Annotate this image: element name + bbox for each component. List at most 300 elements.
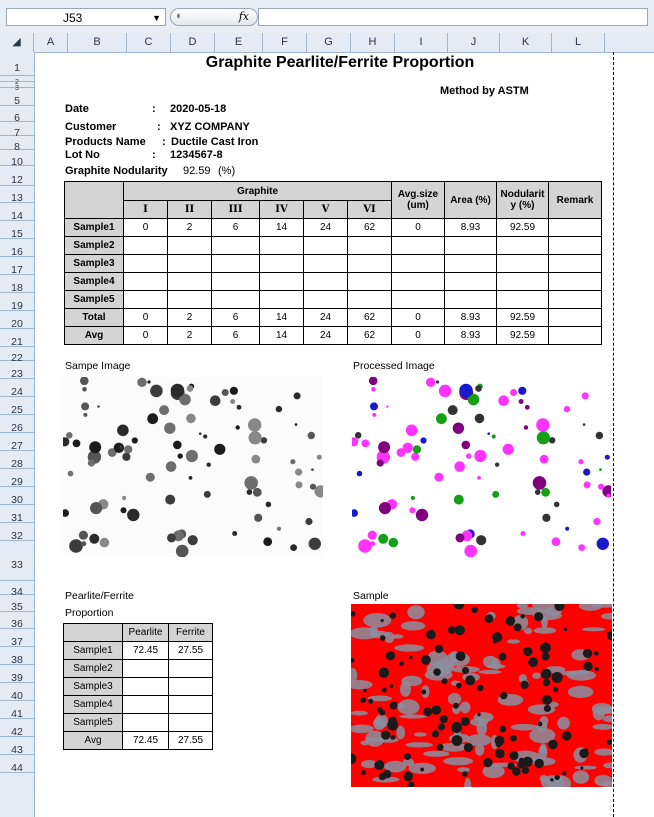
pf-row bbox=[64, 642, 213, 660]
graphite-nodule bbox=[232, 531, 237, 536]
graphite-nodule bbox=[509, 751, 518, 760]
graphite-cell[interactable]: 8.93 bbox=[445, 327, 497, 345]
graphite-nodule bbox=[607, 630, 612, 640]
graphite-nodule bbox=[378, 441, 390, 453]
graphite-cell[interactable]: 24 bbox=[304, 219, 348, 237]
graphite-cell[interactable] bbox=[348, 291, 392, 309]
graphite-nodule bbox=[383, 770, 392, 779]
graphite-nodule bbox=[178, 453, 183, 458]
insert-function-icon[interactable]: fx bbox=[238, 10, 249, 23]
graphite-nodule bbox=[357, 471, 363, 477]
graphite-nodule bbox=[462, 441, 471, 450]
nodularity-label: Graphite Nodularity bbox=[65, 165, 168, 177]
graphite-nodule bbox=[369, 377, 378, 385]
graphite-nodule bbox=[583, 469, 590, 476]
row-header-22[interactable]: 22 bbox=[0, 347, 34, 361]
graphite-nodule bbox=[159, 405, 169, 415]
remark-header: Remark bbox=[549, 182, 602, 219]
graphite-cell[interactable] bbox=[549, 327, 602, 345]
graphite-nodule bbox=[437, 744, 444, 751]
row-header-36[interactable]: 36 bbox=[0, 612, 34, 629]
pf-row-label: Sample1 bbox=[64, 642, 123, 660]
graphite-nodule bbox=[593, 518, 600, 525]
column-header-L[interactable]: L bbox=[552, 33, 605, 52]
formula-bar bbox=[0, 0, 654, 34]
graphite-nodule bbox=[580, 766, 583, 769]
graphite-nodule bbox=[381, 619, 384, 622]
graphite-cell[interactable] bbox=[304, 273, 348, 291]
graphite-nodule bbox=[492, 491, 499, 498]
graphite-cell[interactable]: 2 bbox=[168, 327, 212, 345]
graphite-cell[interactable] bbox=[497, 291, 549, 309]
graphite-nodule bbox=[564, 628, 567, 631]
pf-row-label: Sample4 bbox=[64, 696, 123, 714]
column-header-J[interactable]: J bbox=[448, 33, 500, 52]
column-header-K[interactable]: K bbox=[500, 33, 552, 52]
graphite-nodule bbox=[541, 488, 550, 497]
graphite-cell[interactable]: 62 bbox=[348, 327, 392, 345]
row-header-14[interactable]: 14 bbox=[0, 203, 34, 221]
column-header-H[interactable]: H bbox=[351, 33, 395, 52]
graphite-nodule bbox=[544, 705, 551, 712]
graphite-nodule bbox=[466, 453, 471, 458]
row-header-7[interactable]: 7 bbox=[0, 122, 34, 136]
graphite-nodule bbox=[188, 535, 198, 545]
graphite-cell[interactable]: 92.59 bbox=[497, 219, 549, 237]
column-header-G[interactable]: G bbox=[307, 33, 351, 52]
graphite-cell[interactable]: 6 bbox=[212, 327, 260, 345]
graphite-nodule bbox=[189, 476, 193, 480]
formula-buttons bbox=[170, 8, 258, 26]
graphite-nodule bbox=[420, 437, 426, 443]
pf-header: Ferrite bbox=[169, 624, 213, 642]
pearlite-region bbox=[396, 726, 405, 740]
row-header-21[interactable]: 21 bbox=[0, 329, 34, 347]
graphite-cell[interactable] bbox=[348, 255, 392, 273]
graphite-nodule bbox=[69, 539, 83, 553]
graphite-nodule bbox=[548, 740, 558, 750]
row-header-37[interactable]: 37 bbox=[0, 629, 34, 647]
pearlite-region bbox=[582, 627, 605, 631]
class-header: VI bbox=[348, 201, 392, 219]
graphite-nodule bbox=[432, 705, 442, 715]
graphite-cell[interactable] bbox=[260, 255, 304, 273]
graphite-nodule bbox=[538, 722, 543, 727]
pf-row-label: Sample2 bbox=[64, 660, 123, 678]
row-header-1[interactable]: 1 bbox=[0, 52, 34, 76]
graphite-nodule bbox=[409, 507, 415, 513]
graphite-cell[interactable] bbox=[124, 237, 168, 255]
graphite-cell[interactable] bbox=[124, 273, 168, 291]
graphite-cell[interactable] bbox=[392, 237, 445, 255]
graphite-nodule bbox=[455, 625, 465, 635]
pf-cell[interactable]: 72.45 bbox=[123, 642, 169, 660]
pearlite-region bbox=[592, 703, 612, 715]
column-header-bar bbox=[0, 33, 654, 53]
graphite-nodule bbox=[83, 413, 87, 417]
graphite-nodule bbox=[550, 778, 554, 782]
formula-input[interactable] bbox=[258, 8, 648, 26]
row-header-12[interactable]: 12 bbox=[0, 166, 34, 186]
graphite-cell[interactable] bbox=[497, 273, 549, 291]
graphite-nodule bbox=[440, 715, 448, 723]
column-header-C[interactable]: C bbox=[127, 33, 171, 52]
pf-row-label: Sample5 bbox=[64, 714, 123, 732]
row-header-33[interactable]: 33 bbox=[0, 541, 34, 581]
graphite-cell[interactable]: 62 bbox=[348, 309, 392, 327]
graphite-cell[interactable] bbox=[212, 273, 260, 291]
pf-cell[interactable] bbox=[123, 678, 169, 696]
select-all-corner[interactable]: ◢ bbox=[0, 33, 34, 52]
row-header-8[interactable]: 8 bbox=[0, 136, 34, 150]
graphite-nodule bbox=[127, 509, 139, 521]
graphite-nodule bbox=[295, 469, 302, 476]
processed-image-label: Processed Image bbox=[353, 360, 435, 372]
graphite-nodule bbox=[379, 667, 389, 677]
pearlite-region bbox=[401, 621, 426, 630]
graphite-nodule bbox=[408, 782, 415, 787]
row-header-3[interactable]: 3 bbox=[0, 82, 34, 88]
name-box[interactable]: J53 ▼ bbox=[6, 8, 166, 26]
pearlite-region bbox=[370, 631, 389, 639]
graphite-nodule bbox=[230, 399, 235, 404]
graphite-cell[interactable]: 6 bbox=[212, 219, 260, 237]
graphite-nodule bbox=[387, 720, 398, 731]
pearlite-region bbox=[532, 673, 541, 679]
graphite-nodule bbox=[318, 494, 322, 498]
customer-label: Customer bbox=[65, 121, 117, 133]
graphite-nodule bbox=[584, 748, 588, 752]
pf-cell[interactable] bbox=[123, 696, 169, 714]
graphite-nodule bbox=[389, 612, 396, 619]
processed-micrograph bbox=[352, 377, 611, 557]
row-header-27[interactable]: 27 bbox=[0, 433, 34, 451]
row-header-35[interactable]: 35 bbox=[0, 595, 34, 612]
pf-cell[interactable]: 27.55 bbox=[169, 732, 213, 750]
graphite-cell[interactable]: 8.93 bbox=[445, 219, 497, 237]
date-value: 2020-05-18 bbox=[170, 103, 227, 115]
graphite-cell[interactable] bbox=[392, 273, 445, 291]
pf-cell[interactable] bbox=[169, 660, 213, 678]
graphite-cell[interactable]: 8.93 bbox=[445, 309, 497, 327]
row-header-41[interactable]: 41 bbox=[0, 701, 34, 719]
graphite-cell[interactable] bbox=[549, 255, 602, 273]
column-header-E[interactable]: E bbox=[215, 33, 263, 52]
graphite-cell[interactable] bbox=[497, 255, 549, 273]
graphite-cell[interactable] bbox=[445, 255, 497, 273]
graphite-nodule bbox=[371, 387, 376, 392]
customer-colon: : bbox=[157, 121, 161, 133]
graphite-nodule bbox=[404, 753, 411, 760]
graphite-cell[interactable] bbox=[168, 291, 212, 309]
graphite-nodule bbox=[117, 425, 129, 437]
dropdown-arrow-icon[interactable]: ▼ bbox=[152, 13, 161, 23]
graphite-nodule bbox=[475, 385, 482, 392]
graphite-cell[interactable] bbox=[445, 237, 497, 255]
pf-cell[interactable] bbox=[123, 714, 169, 732]
graphite-cell[interactable]: 2 bbox=[168, 219, 212, 237]
class-header: I bbox=[124, 201, 168, 219]
graphite-nodule bbox=[426, 630, 436, 640]
graphite-nodule bbox=[552, 672, 563, 683]
graphite-nodule bbox=[173, 441, 182, 450]
pearlite-region bbox=[457, 767, 469, 772]
row-header-10[interactable]: 10 bbox=[0, 150, 34, 166]
graphite-nodule bbox=[360, 697, 366, 703]
graphite-nodule bbox=[411, 453, 419, 461]
pearlite-region bbox=[483, 656, 498, 668]
graphite-nodule bbox=[584, 662, 593, 671]
graphite-nodule bbox=[510, 389, 517, 396]
row-header-44[interactable]: 44 bbox=[0, 755, 34, 773]
graphite-nodule bbox=[471, 607, 477, 613]
pf-cell[interactable] bbox=[169, 678, 213, 696]
graphite-cell[interactable] bbox=[168, 237, 212, 255]
graphite-nodule bbox=[377, 707, 382, 712]
graphite-cell[interactable] bbox=[260, 291, 304, 309]
graphite-nodule bbox=[317, 455, 322, 460]
graphite-cell[interactable] bbox=[445, 291, 497, 309]
pf-cell[interactable] bbox=[169, 714, 213, 732]
graphite-nodule bbox=[435, 645, 444, 654]
avg-size-header: Avg.size (um) bbox=[392, 182, 445, 219]
graphite-cell[interactable] bbox=[445, 273, 497, 291]
graphite-cell[interactable]: 2 bbox=[168, 309, 212, 327]
graphite-nodule bbox=[294, 392, 301, 399]
graphite-nodule bbox=[254, 514, 262, 522]
graphite-nodule bbox=[351, 611, 355, 616]
row-header-28[interactable]: 28 bbox=[0, 451, 34, 469]
graphite-nodule bbox=[363, 689, 367, 693]
graphite-row bbox=[65, 237, 602, 255]
column-header-F[interactable]: F bbox=[263, 33, 307, 52]
graphite-cell[interactable]: 0 bbox=[124, 309, 168, 327]
graphite-nodule bbox=[448, 405, 458, 415]
graphite-cell[interactable]: 14 bbox=[260, 327, 304, 345]
graphite-nodule bbox=[276, 406, 282, 412]
row-header-31[interactable]: 31 bbox=[0, 505, 34, 523]
graphite-nodule bbox=[203, 434, 207, 438]
graphite-cell[interactable] bbox=[304, 291, 348, 309]
graphite-nodule bbox=[411, 496, 415, 500]
graphite-nodule bbox=[432, 730, 439, 737]
row-label: Total bbox=[65, 309, 124, 327]
graphite-nodule bbox=[452, 735, 463, 746]
graphite-nodule bbox=[386, 651, 395, 660]
graphite-nodule bbox=[499, 726, 506, 733]
row-header-29[interactable]: 29 bbox=[0, 469, 34, 487]
row-header-15[interactable]: 15 bbox=[0, 221, 34, 239]
graphite-row bbox=[65, 255, 602, 273]
row-header-25[interactable]: 25 bbox=[0, 397, 34, 415]
row-header-23[interactable]: 23 bbox=[0, 361, 34, 379]
row-label: Sample5 bbox=[65, 291, 124, 309]
graphite-nodule bbox=[453, 703, 459, 709]
row-label: Sample4 bbox=[65, 273, 124, 291]
graphite-cell[interactable] bbox=[348, 273, 392, 291]
graphite-cell[interactable]: 6 bbox=[212, 309, 260, 327]
column-header-I[interactable]: I bbox=[395, 33, 448, 52]
graphite-cell[interactable] bbox=[260, 237, 304, 255]
graphite-cell[interactable] bbox=[212, 291, 260, 309]
row-header-2[interactable]: 2 bbox=[0, 76, 34, 82]
graphite-nodule bbox=[266, 502, 272, 508]
graphite-cell[interactable]: 92.59 bbox=[497, 327, 549, 345]
pf-row bbox=[64, 660, 213, 678]
graphite-nodule bbox=[413, 445, 421, 453]
graphite-nodule bbox=[598, 484, 604, 490]
graphite-nodule bbox=[578, 459, 583, 464]
graphite-cell[interactable] bbox=[392, 291, 445, 309]
graphite-cell[interactable]: 0 bbox=[392, 309, 445, 327]
row-header-26[interactable]: 26 bbox=[0, 415, 34, 433]
graphite-cell[interactable]: 0 bbox=[392, 219, 445, 237]
row-header-38[interactable]: 38 bbox=[0, 647, 34, 665]
row-header-32[interactable]: 32 bbox=[0, 523, 34, 541]
row-header-20[interactable]: 20 bbox=[0, 311, 34, 329]
product-label: Products Name bbox=[65, 136, 146, 148]
row-header-6[interactable]: 6 bbox=[0, 106, 34, 122]
graphite-nodule bbox=[554, 502, 560, 508]
pf-cell[interactable]: 27.55 bbox=[169, 642, 213, 660]
graphite-cell[interactable]: 0 bbox=[124, 327, 168, 345]
pf-cell[interactable]: 72.45 bbox=[123, 732, 169, 750]
graphite-nodule bbox=[523, 647, 532, 656]
graphite-nodule bbox=[210, 395, 221, 406]
graphite-nodule bbox=[236, 425, 240, 429]
row-header-30[interactable]: 30 bbox=[0, 487, 34, 505]
graphite-cell[interactable]: 14 bbox=[260, 219, 304, 237]
graphite-nodule bbox=[100, 538, 110, 548]
graphite-nodule bbox=[368, 531, 377, 540]
graphite-cell[interactable] bbox=[392, 255, 445, 273]
graphite-nodule bbox=[487, 432, 490, 435]
graphite-cell[interactable] bbox=[549, 219, 602, 237]
graphite-nodule bbox=[514, 623, 522, 631]
graphite-cell[interactable]: 24 bbox=[304, 309, 348, 327]
graphite-cell[interactable] bbox=[348, 237, 392, 255]
graphite-cell[interactable] bbox=[304, 237, 348, 255]
row-header-40[interactable]: 40 bbox=[0, 683, 34, 701]
graphite-cell[interactable] bbox=[212, 237, 260, 255]
graphite-cell[interactable] bbox=[549, 309, 602, 327]
graphite-nodule bbox=[599, 468, 602, 471]
graphite-cell[interactable]: 92.59 bbox=[497, 309, 549, 327]
graphite-nodule bbox=[541, 669, 551, 679]
graphite-nodule bbox=[555, 775, 560, 780]
graphite-nodule bbox=[510, 735, 517, 742]
scroll-arrow-icon[interactable]: ◖ bbox=[175, 10, 182, 22]
sample-label: Sample bbox=[353, 590, 389, 602]
graphite-nodule bbox=[80, 377, 89, 385]
graphite-cell[interactable] bbox=[549, 273, 602, 291]
graphite-cell[interactable] bbox=[304, 255, 348, 273]
graphite-nodule bbox=[132, 437, 138, 443]
row-header-43[interactable]: 43 bbox=[0, 737, 34, 755]
graphite-nodule bbox=[390, 702, 398, 710]
graphite-cell[interactable] bbox=[168, 255, 212, 273]
graphite-nodule bbox=[562, 771, 566, 775]
graphite-nodule bbox=[454, 495, 464, 505]
graphite-nodule bbox=[399, 661, 404, 666]
graphite-cell[interactable]: 0 bbox=[392, 327, 445, 345]
corner-cell bbox=[65, 182, 124, 219]
graphite-nodule bbox=[496, 742, 502, 748]
row-header-24[interactable]: 24 bbox=[0, 379, 34, 397]
graphite-cell[interactable] bbox=[168, 273, 212, 291]
row-header-34[interactable]: 34 bbox=[0, 581, 34, 595]
graphite-nodule bbox=[454, 461, 465, 472]
pearlite-region bbox=[399, 715, 427, 719]
row-header-13[interactable]: 13 bbox=[0, 186, 34, 203]
graphite-cell[interactable]: 14 bbox=[260, 309, 304, 327]
row-label: Avg bbox=[65, 327, 124, 345]
graphite-nodule bbox=[436, 380, 439, 383]
graphite-nodule bbox=[416, 509, 428, 521]
row-header-39[interactable]: 39 bbox=[0, 665, 34, 683]
column-header-D[interactable]: D bbox=[171, 33, 215, 52]
graphite-nodule bbox=[362, 440, 370, 448]
graphite-nodule bbox=[186, 450, 198, 462]
graphite-nodule bbox=[79, 531, 88, 540]
sample-micrograph bbox=[63, 377, 323, 557]
class-header: IV bbox=[260, 201, 304, 219]
graphite-nodule bbox=[582, 392, 589, 399]
graphite-nodule bbox=[464, 743, 473, 752]
graphite-nodule bbox=[537, 431, 550, 444]
pf-header bbox=[64, 624, 123, 642]
column-header-A[interactable]: A bbox=[34, 33, 68, 52]
column-header-B[interactable]: B bbox=[68, 33, 127, 52]
graphite-nodule bbox=[520, 681, 528, 689]
graphite-cell[interactable]: 62 bbox=[348, 219, 392, 237]
row-header-16[interactable]: 16 bbox=[0, 239, 34, 257]
graphite-cell[interactable] bbox=[212, 255, 260, 273]
pf-cell[interactable] bbox=[123, 660, 169, 678]
graphite-nodule bbox=[503, 444, 514, 455]
row-header-19[interactable]: 19 bbox=[0, 293, 34, 311]
graphite-nodule bbox=[499, 653, 507, 661]
graphite-nodule bbox=[434, 473, 443, 482]
graphite-nodule bbox=[506, 616, 516, 626]
row-header-17[interactable]: 17 bbox=[0, 257, 34, 275]
graphite-cell[interactable] bbox=[124, 291, 168, 309]
graphite-cell[interactable] bbox=[549, 291, 602, 309]
graphite-nodule bbox=[351, 753, 356, 764]
graphite-row bbox=[65, 291, 602, 309]
graphite-cell[interactable]: 24 bbox=[304, 327, 348, 345]
graphite-cell[interactable] bbox=[497, 237, 549, 255]
graphite-nodule bbox=[553, 687, 559, 693]
row-header-42[interactable]: 42 bbox=[0, 719, 34, 737]
row-header-18[interactable]: 18 bbox=[0, 275, 34, 293]
pf-cell[interactable] bbox=[169, 696, 213, 714]
graphite-cell[interactable] bbox=[549, 237, 602, 255]
pearlite-region bbox=[574, 766, 597, 770]
graphite-nodule bbox=[426, 378, 435, 387]
sample-micrograph-drawing bbox=[63, 377, 323, 557]
graphite-nodule bbox=[409, 656, 413, 660]
pearlite-region bbox=[470, 718, 488, 727]
graphite-nodule bbox=[368, 699, 373, 704]
graphite-cell[interactable] bbox=[124, 255, 168, 273]
class-header: V bbox=[304, 201, 348, 219]
graphite-cell[interactable]: 0 bbox=[124, 219, 168, 237]
graphite-nodule bbox=[358, 539, 372, 553]
row-header-5[interactable]: 5 bbox=[0, 88, 34, 106]
graphite-cell[interactable] bbox=[260, 273, 304, 291]
graphite-nodule bbox=[456, 683, 462, 689]
